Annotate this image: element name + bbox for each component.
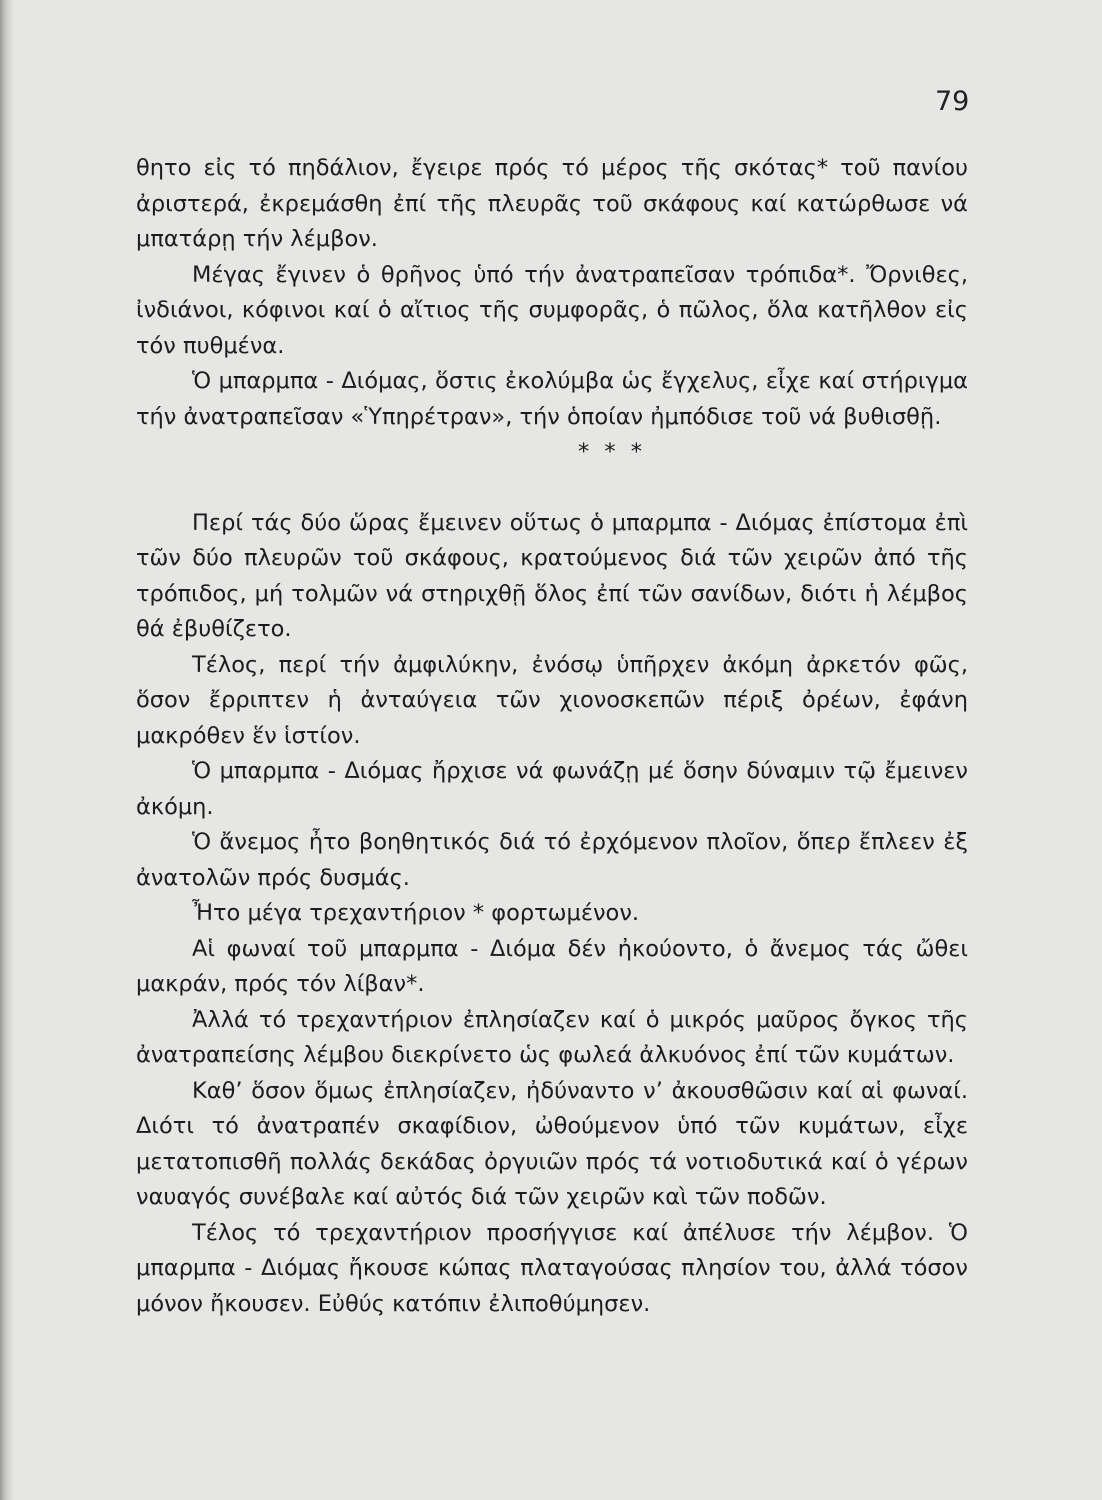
- paragraph: Καθ’ ὅσον ὅμως ἐπλησίαζεν, ἠδύναντο ν’ ἀκουσθῶσιν καί αἱ φωναί. Διότι τό ἀνατραπέν σκαφίδιον, ὠθούμενον ὑπό τῶν κυμάτων, εἶχε μετατοπισθῆ πολλάς δεκάδας ὀργυιῶν πρός τά νοτιοδυτικά καί ὁ γέρων ναυαγός συνέβαλε καί αὐτός διά τῶν χειρῶν καὶ τῶν ποδῶν.: [136, 1077, 968, 1210]
- paragraph: Τέλος, περί τήν ἀμφιλύκην, ἐνόσῳ ὑπῆρχεν ἀκόμη ἀρκετόν φῶς, ὅσον ἔρριπτεν ἡ ἀνταύγεια τῶν χιονοσκεπῶν πέριξ ὀρέων, ἐφάνη μακρόθεν ἕν ἱστίον.: [136, 651, 968, 749]
- binding-shadow: [0, 0, 14, 1500]
- section-separator: * * *: [577, 439, 647, 465]
- body-text: [136, 151, 968, 1322]
- paragraph: Ὁ ἄνεμος ἦτο βοηθητικός διά τό ἐρχόμενον πλοῖον, ὅπερ ἔπλεεν ἐξ ἀνατολῶν πρός δυσμάς.: [136, 829, 968, 891]
- paragraph: Ἀλλά τό τρεχαντήριον ἐπλησίαζεν καί ὁ μικρός μαῦρος ὄγκος τῆς ἀνατραπείσης λέμβου διεκρίνετο ὡς φωλεά ἀλκυόνος ἐπί τῶν κυμάτων.: [136, 1006, 968, 1068]
- paragraph: Ὁ μπαρμπα - Διόμας ἤρχισε νά φωνάζῃ μέ ὅσην δύναμιν τῷ ἔμεινεν ἀκόμη.: [136, 758, 968, 820]
- paragraph-continuation: θητο εἰς τό πηδάλιον, ἔγειρε πρός τό μέρος τῆς σκότας* τοῦ πανίου ἀριστερά, ἐκρεμάσθη ἐπί τῆς πλευρᾶς τοῦ σκάφους καί κατώρθωσε νά μπατάρῃ τήν λέμβον.: [136, 155, 968, 252]
- paragraph: Μέγας ἔγινεν ὁ θρῆνος ὑπό τήν ἀνατραπεῖσαν τρόπιδα*. Ὄρνιθες, ἰνδιάνοι, κόφινοι καί ὁ αἴτιος τῆς συμφορᾶς, ὁ πῶλος, ὅλα κατῆλθον εἰς τόν πυθμένα.: [136, 261, 968, 359]
- paragraph: Τέλος τό τρεχαντήριον προσήγγισε καί ἀπέλυσε τήν λέμβον. Ὁ μπαρμπα - Διόμας ἤκουσε κώπας πλαταγούσας πλησίον του, ἀλλά τόσον μόνον ἤκουσεν. Εὐθύς κατόπιν ἐλιποθύμησεν.: [136, 1219, 968, 1317]
- paragraph: Ἦτο μέγα τρεχαντήριον * φορτωμένον.: [192, 900, 640, 926]
- page-number: 79: [935, 86, 970, 117]
- paragraph: Αἱ φωναί τοῦ μπαρμπα - Διόμα δέν ἠκούοντο, ὁ ἄνεμος τάς ὤθει μακράν, πρός τόν λίβαν*.: [136, 935, 968, 997]
- paragraph: Ὁ μπαρμπα - Διόμας, ὅστις ἐκολύμβα ὡς ἔγχελυς, εἶχε καί στήριγμα τήν ἀνατραπεῖσαν «Ὑπηρέτραν», τήν ὁποίαν ἠμπόδισε τοῦ νά βυθισθῇ.: [136, 368, 968, 430]
- paragraph: Περί τάς δύο ὥρας ἔμεινεν οὕτως ὁ μπαρμπα - Διόμας ἐπίστομα ἐπὶ τῶν δύο πλευρῶν τοῦ σκάφους, κρατούμενος διά τῶν χειρῶν ἀπό τῆς τρόπιδος, μή τολμῶν νά στηριχθῇ ὅλος ἐπί τῶν σανίδων, διότι ἡ λέμβος θά ἐβυθίζετο.: [136, 509, 968, 642]
